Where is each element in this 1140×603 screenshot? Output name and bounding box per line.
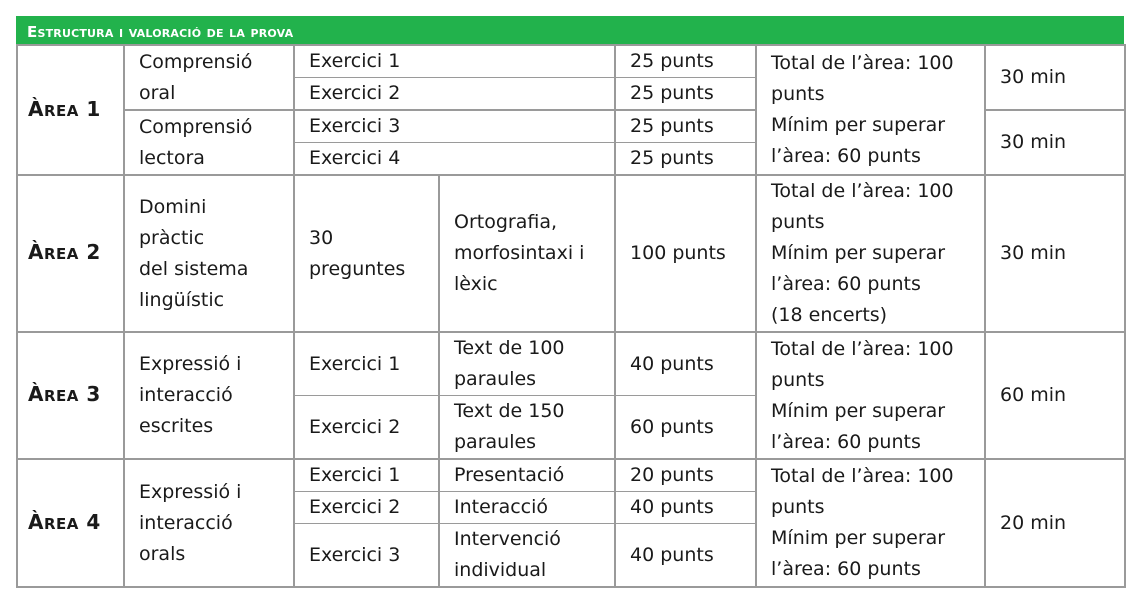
area3-sub: Expressió i interacció escrites [124, 332, 294, 459]
area1-ex2: Exercici 2 [294, 78, 615, 111]
structure-table [16, 44, 1126, 588]
area1-sub-lectora: Comprensió lectora [124, 110, 294, 175]
area4-label: ÀREA 4 [17, 459, 124, 587]
area1-label: ÀREA 1 [17, 45, 124, 175]
area2-label: ÀREA 2 [17, 175, 124, 332]
area3-time: 60 min [985, 332, 1125, 459]
area1-ex1: Exercici 1 [294, 45, 615, 78]
area4-p2: 40 punts [615, 492, 756, 524]
area2-content: Ortografia, morfosintaxi i lèxic [439, 175, 615, 332]
area3-p1: 40 punts [615, 332, 756, 396]
table-title [16, 16, 1124, 44]
area3-t1: Text de 100 paraules [439, 332, 615, 396]
area2-row [17, 175, 1125, 332]
area1-time1: 30 min [985, 45, 1125, 110]
area4-sub: Expressió i interacció orals [124, 459, 294, 587]
area1-total: Total de l’àrea: 100 punts Mínim per superar l’àrea: 60 punts [756, 45, 985, 175]
area2-total: Total de l’àrea: 100 punts Mínim per superar l’àrea: 60 punts (18 encerts) [756, 175, 985, 332]
area1-p4: 25 punts [615, 143, 756, 176]
area3-label: ÀREA 3 [17, 332, 124, 459]
area1-ex4: Exercici 4 [294, 143, 615, 176]
area4-ex3: Exercici 3 [294, 524, 439, 588]
area4-t1: Presentació [439, 459, 615, 492]
area1-p2: 25 punts [615, 78, 756, 111]
area2-count: 30 preguntes [294, 175, 439, 332]
area3-ex2: Exercici 2 [294, 396, 439, 460]
area1-time2: 30 min [985, 110, 1125, 175]
table-title-text: Estructura i valoració de la prova [27, 23, 294, 41]
exam-structure [16, 16, 1124, 588]
area4-t3: Intervenció individual [439, 524, 615, 588]
area4-ex1: Exercici 1 [294, 459, 439, 492]
area3-p2: 60 punts [615, 396, 756, 460]
area1-p1: 25 punts [615, 45, 756, 78]
area1-ex3: Exercici 3 [294, 110, 615, 143]
area1-row-1 [17, 45, 1125, 78]
area3-total: Total de l’àrea: 100 punts Mínim per superar l’àrea: 60 punts [756, 332, 985, 459]
area2-time: 30 min [985, 175, 1125, 332]
area4-time: 20 min [985, 459, 1125, 587]
area2-points: 100 punts [615, 175, 756, 332]
area1-p3: 25 punts [615, 110, 756, 143]
area4-ex2: Exercici 2 [294, 492, 439, 524]
area1-sub-oral: Comprensió oral [124, 45, 294, 110]
area4-t2: Interacció [439, 492, 615, 524]
area3-ex1: Exercici 1 [294, 332, 439, 396]
area4-p3: 40 punts [615, 524, 756, 588]
area3-t2: Text de 150 paraules [439, 396, 615, 460]
area2-sub: Domini pràctic del sistema lingüístic [124, 175, 294, 332]
area3-row-1 [17, 332, 1125, 396]
area4-p1: 20 punts [615, 459, 756, 492]
area4-total: Total de l’àrea: 100 punts Mínim per superar l’àrea: 60 punts [756, 459, 985, 587]
area4-row-1 [17, 459, 1125, 492]
